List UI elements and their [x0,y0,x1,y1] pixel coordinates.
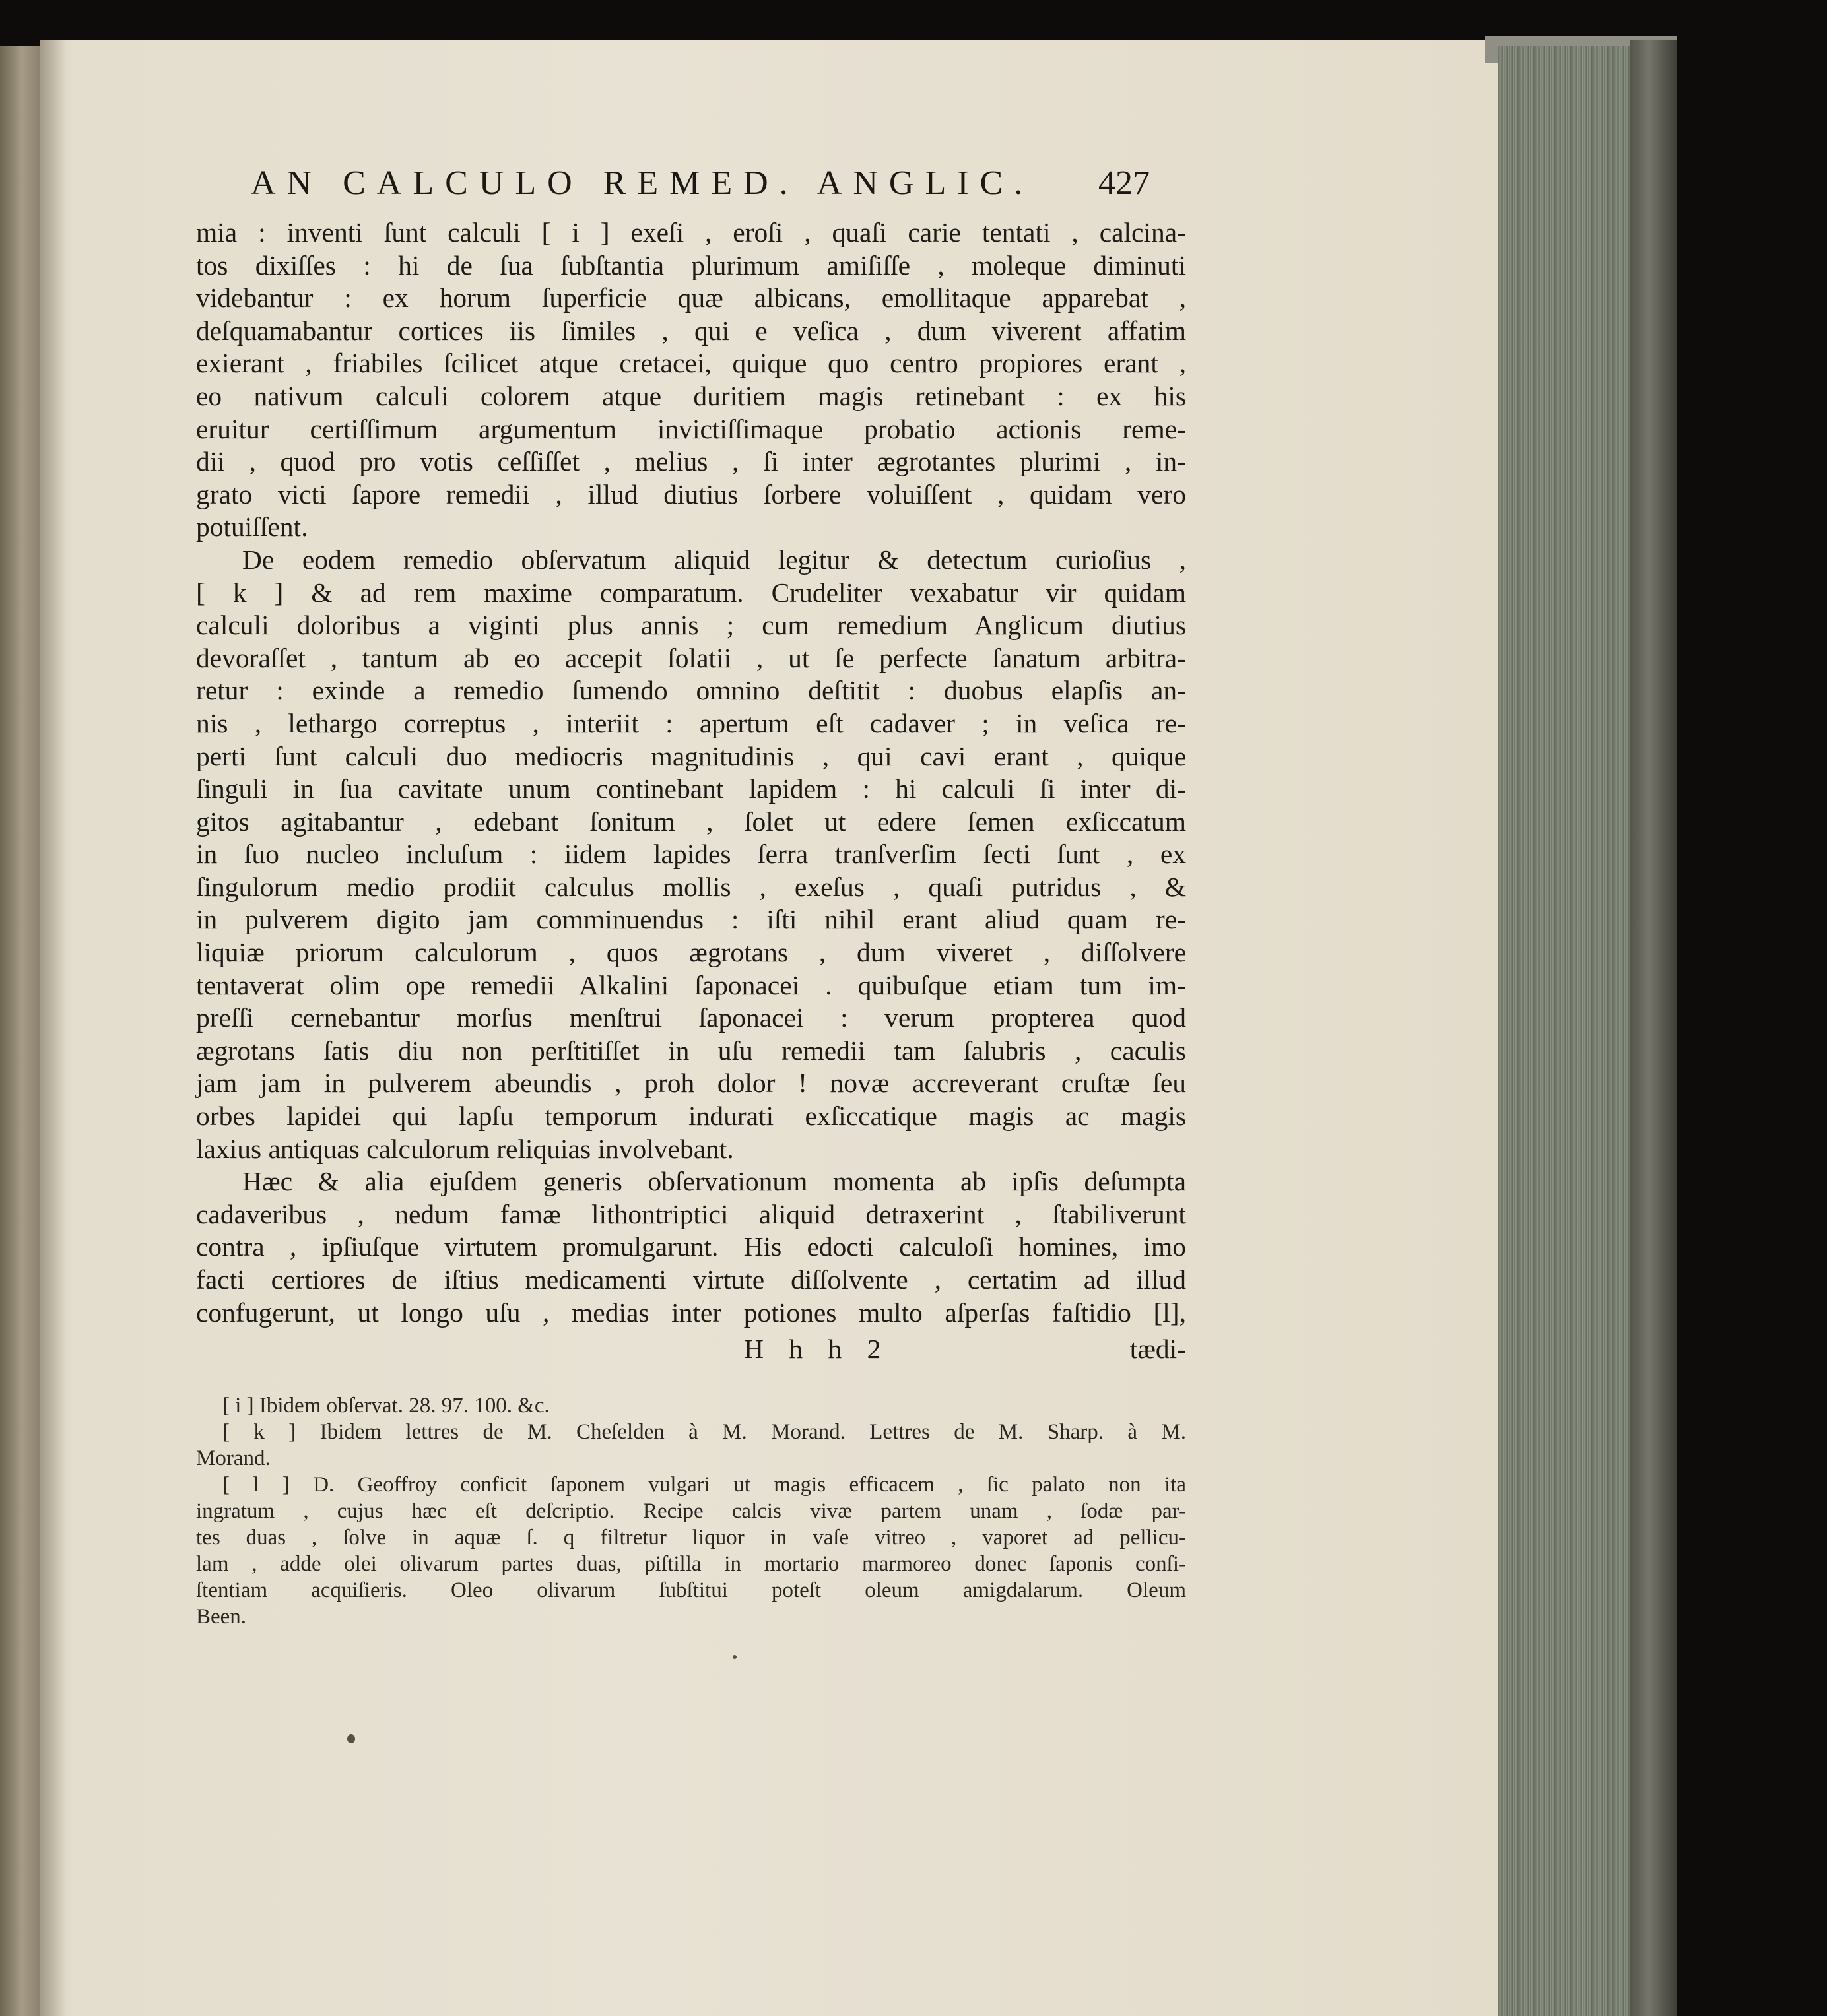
footnote-l-continued: tes duas , ſolve in aquæ ſ. q filtretur liquor in vaſe vitreo , vaporet ad pellicu- [196,1526,1186,1549]
text-line: ægrotans ſatis diu non perſtitiſſet in uſu remedii tam ſalubris , caculis [196,1035,1186,1066]
text-line: gitos agitabantur , edebant ſonitum , ſolet ut edere ſemen exſiccatum [196,806,1186,837]
paper-speck [347,1734,355,1743]
text-line: ſingulorum medio prodiit calculus mollis , exeſus , quaſi putridus , & [196,871,1186,902]
text-line: cadaveribus , nedum famæ lithontriptici aliquid detraxerint , ſtabiliverunt [196,1198,1186,1229]
text-line: orbes lapidei qui lapſu temporum indurati exſiccatique magis ac magis [196,1101,1186,1132]
book-cover-edge [1630,40,1677,2016]
text-line: exierant , friabiles ſcilicet atque cretacei, quique quo centro propiores erant , [196,348,1186,379]
text-line: in ſuo nucleo incluſum : iidem lapides ſerra tranſverſim ſecti ſunt , ex [196,839,1186,870]
text-line: in pulverem digito jam comminuendus : iſti nihil erant aliud quam re- [196,904,1186,935]
printer-signature: H h h 2 [744,1334,890,1364]
text-line: dii , quod pro votis ceſſiſſet , melius , ſi inter ægrotantes plurimi , in- [196,446,1186,477]
footnote-l-continued: ſtentiam acquiſieris. Oleo olivarum ſubſtitui poteſt oleum amigdalarum. Oleum [196,1578,1186,1602]
text-line: grato victi ſapore remedii , illud diutius ſorbere voluiſſent , quidam vero [196,478,1186,509]
text-line: facti certiores de iſtius medicamenti virtute diſſolvente , certatim ad illud [196,1264,1186,1295]
text-line: nis , lethargo correptus , interiit : apertum eſt cadaver ; in veſica re- [196,707,1186,738]
text-line: confugerunt, ut longo uſu , medias inter potiones multo aſperſas faſtidio [l], [196,1297,1186,1328]
body-text [196,216,1186,1329]
text-line: tos dixiſſes : hi de ſua ſubſtantia plurimum amiſiſſe , moleque diminuti [196,249,1186,280]
left-page-edge [0,46,40,2016]
text-line: perti ſunt calculi duo mediocris magnitudinis , qui cavi erant , quique [196,740,1186,771]
catchword: tædi- [1129,1334,1186,1364]
gutter-shadow [40,40,66,2016]
text-line: laxius antiquas calculorum reliquias involvebant. [196,1133,734,1164]
paper-speck [733,1655,737,1659]
footnotes [196,1392,1186,1630]
footnote-l-continued: lam , adde olei olivarum partes duas, piſtilla in mortario marmoreo donec ſaponis conſi- [196,1552,1186,1576]
text-line: eruitur certiſſimum argumentum invictiſſimaque probatio actionis reme- [196,413,1186,444]
text-line: calculi doloribus a viginti plus annis ; cum remedium Anglicum diutius [196,610,1186,641]
text-line: videbantur : ex horum ſuperficie quæ albicans, emollitaque apparebat , [196,282,1186,313]
text-line: jam jam in pulverem abeundis , proh dolor ! novæ accreverant cruſtæ ſeu [196,1068,1186,1099]
text-line: devoraſſet , tantum ab eo accepit ſolatii , ut ſe perfecte ſanatum arbitra- [196,642,1186,673]
signature-line [196,1333,1186,1366]
text-line: eo nativum calculi colorem atque duritiem magis retinebant : ex his [196,380,1186,411]
footnote-l-continued: ingratum , cujus hæc eſt deſcriptio. Recipe calcis vivæ partem unam , ſodæ par- [196,1499,1186,1523]
footnote-l: [ l ] D. Geoffroy conficit ſaponem vulgari ut magis efficacem , ſic palato non ita [222,1473,1186,1497]
text-line: mia : inventi ſunt calculi [ i ] exeſi , eroſi , quaſi carie tentati , calcina- [196,217,1186,247]
running-head: AN CALCULO REMED. ANGLIC. [251,164,1034,202]
text-line: preſſi cernebantur morſus menſtrui ſaponacei : verum propterea quod [196,1002,1186,1033]
text-line: ſinguli in ſua cavitate unum continebant lapidem : hi calculi ſi inter di- [196,773,1186,804]
page-number: 427 [1098,164,1150,202]
footnote-k: [ k ] Ibidem lettres de M. Cheſelden à M. Morand. Lettres de M. Sharp. à M. [222,1420,1186,1444]
text-line: tentaverat olim ope remedii Alkalini ſaponacei . quibuſque etiam tum im- [196,969,1186,1000]
text-line: retur : exinde a remedio ſumendo omnino deſtitit : duobus elapſis an- [196,675,1186,706]
text-line: [ k ] & ad rem maxime comparatum. Crudeliter vexabatur vir quidam [196,577,1186,608]
page-fore-edge [1498,46,1637,2016]
text-line: potuiſſent. [196,511,308,542]
footnote-k-continued: Morand. [196,1447,271,1470]
text-line: contra , ipſiuſque virtutem promulgarunt. His edocti calculoſi homines, imo [196,1231,1186,1262]
text-line: liquiæ priorum calculorum , quos ægrotans , dum viveret , diſſolvere [196,937,1186,968]
paragraph-start-line: Hæc & alia ejuſdem generis obſervationum momenta ab ipſis deſumpta [242,1166,1186,1197]
footnote-l-continued: Been. [196,1605,247,1629]
footnote-i: [ i ] Ibidem obſervat. 28. 97. 100. &c. [222,1394,550,1417]
text-line: deſquamabantur cortices iis ſimiles , qui e veſica , dum viverent affatim [196,315,1186,346]
paragraph-start-line: De eodem remedio obſervatum aliquid legitur & detectum curioſius , [242,544,1186,575]
